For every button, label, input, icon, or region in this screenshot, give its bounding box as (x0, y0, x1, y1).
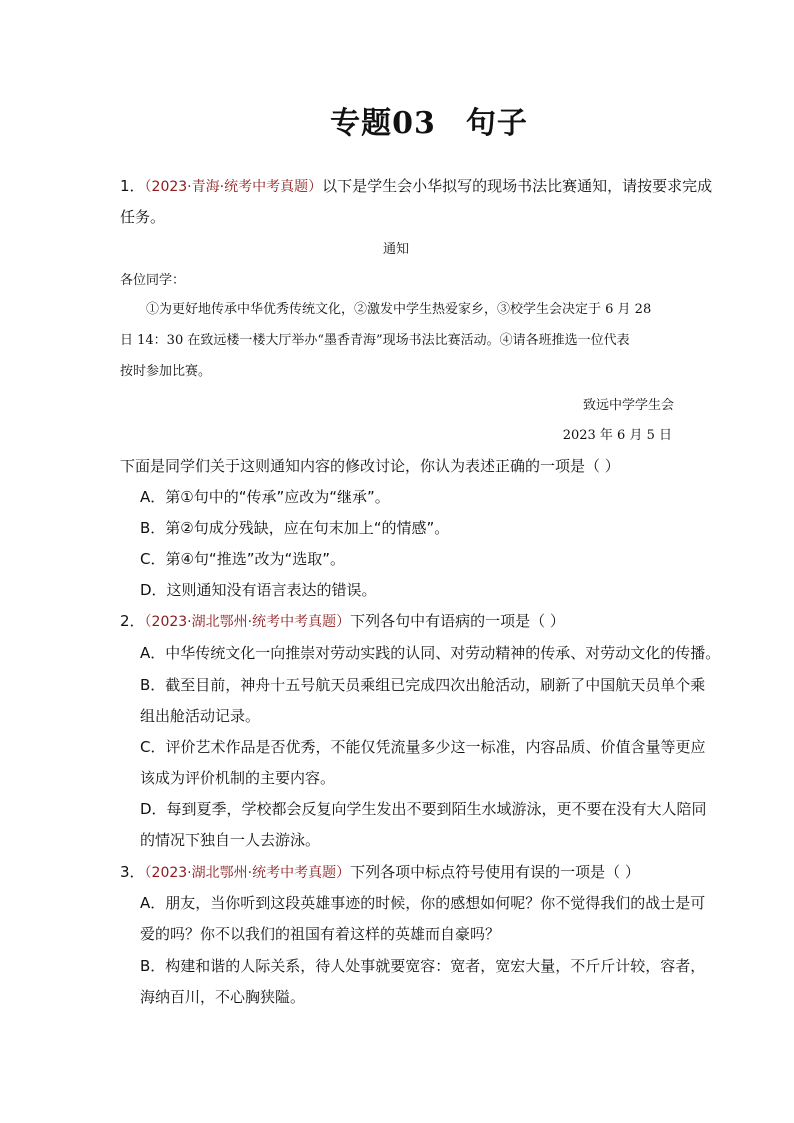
q1-question: 下面是同学们关于这则通知内容的修改讨论，你认为表述正确的一项是（ ） (120, 457, 620, 475)
q2-option-d-line-1: D．每到夏季，学校都会反复向学生发出不要到陌生水域游泳，更不要在没有大人陪同 (140, 800, 707, 818)
title-part-topic: 专题 (330, 106, 393, 141)
q1-option-b: B．第②句成分残缺，应在句末加上“的情感”。 (140, 519, 450, 537)
q2-option-c-line-1: C．评价艺术作品是否优秀，不能仅凭流量多少这一标准，内容品质、价值含量等更应 (140, 738, 706, 756)
q3-source: （2023·湖北鄂州·统考中考真题） (144, 865, 351, 881)
title-part-subject: 句子 (465, 106, 528, 141)
q1-option-a: A．第①句中的“传承”应改为“继承”。 (140, 488, 390, 506)
q1-stem-line-2: 任务。 (120, 208, 166, 226)
q2-option-a: A．中华传统文化一向推崇对劳动实践的认同、对劳动精神的传承、对劳动文化的传播。 (140, 644, 721, 662)
q1-stem-text: 以下是学生会小华拟写的现场书法比赛通知，请按要求完成 (322, 177, 713, 195)
q1-stem-line-1 (120, 176, 712, 197)
q1-number: 1． (120, 177, 145, 195)
q1-option-d: D．这则通知没有语言表达的错误。 (140, 581, 377, 599)
q1-source: （2023·青海·统考中考真题） (144, 179, 323, 195)
notice-body-line-3: 按时参加比赛。 (120, 364, 212, 379)
q3-number: 3． (120, 863, 145, 881)
notice-date: 2023 年 6 月 5 日 (562, 428, 672, 443)
q1-option-c: C．第④句“推选”改为“选取”。 (140, 550, 346, 568)
q2-stem-text: 下列各句中有语病的一项是（ ） (350, 612, 565, 630)
q3-option-b-line-2: 海纳百川，不心胸狭隘。 (140, 988, 306, 1006)
q2-option-d-line-2: 的情况下独自一人去游泳。 (140, 831, 321, 849)
notice-body-line-2: 日 14：30 在致远楼一楼大厅举办“墨香青海”现场书法比赛活动。④请各班推选一位代表 (120, 333, 630, 348)
notice-greeting: 各位同学： (120, 273, 186, 288)
title-part-number: 03 (392, 106, 436, 141)
q2-option-b-line-2: 组出舱活动记录。 (140, 707, 261, 725)
q2-source: （2023·湖北鄂州·统考中考真题） (144, 614, 351, 630)
q3-option-b-line-1: B．构建和谐的人际关系，待人处事就要宽容：宽者，宽宏大量，不斤斤计较，容者， (140, 957, 706, 975)
q2-stem (120, 611, 565, 632)
q2-option-c-line-2: 该成为评价机制的主要内容。 (140, 769, 336, 787)
page-title (0, 98, 794, 142)
notice-heading: 通知 (383, 242, 410, 257)
q3-stem-text: 下列各项中标点符号使用有误的一项是（ ） (350, 863, 640, 881)
q2-number: 2． (120, 612, 145, 630)
q3-option-a-line-1: A．朋友，当你听到这段英雄事迹的时候，你的感想如何呢？你不觉得我们的战士是可 (140, 894, 706, 912)
notice-body-line-1: ①为更好地传承中华优秀传统文化，②激发中学生热爱家乡，③校学生会决定于 6 月 28 (146, 302, 652, 317)
notice-signature: 致远中学学生会 (582, 398, 674, 413)
q2-option-b-line-1: B．截至目前，神舟十五号航天员乘组已完成四次出舱活动，刷新了中国航天员单个乘 (140, 676, 706, 694)
q3-option-a-line-2: 爱的吗？你不以我们的祖国有着这样的英雄而自豪吗？ (140, 925, 501, 943)
q3-stem (120, 862, 640, 883)
